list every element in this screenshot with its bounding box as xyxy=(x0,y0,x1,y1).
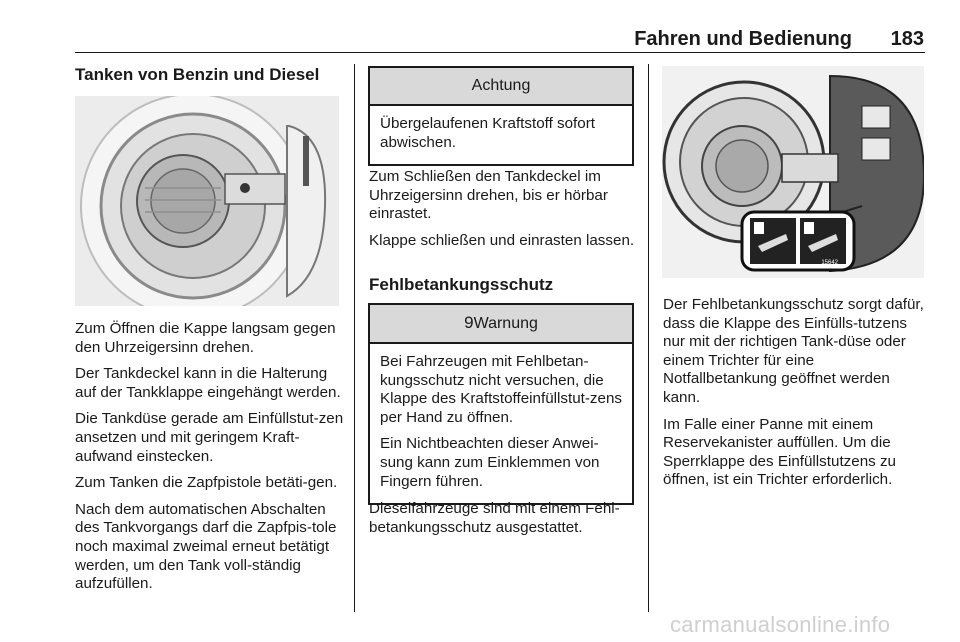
paragraph-close-cap: Zum Schließen den Tankdeckel im Uhrzeigersinn drehen, bis er hörbar einrastet. xyxy=(369,168,608,223)
warning-text-1: Bei Fahrzeugen mit Fehlbetan-kungsschutz nicht versuchen, die Klappe des Kraftstoffeinfüllstut-zens per Hand zu öffnen. xyxy=(380,353,623,426)
misfuel-device-illustration xyxy=(662,66,924,278)
page-header-title: Fahren und Bedienung xyxy=(634,28,852,50)
middle-column-closing xyxy=(369,500,641,545)
left-column-heading-wrap xyxy=(75,66,343,85)
warning-box xyxy=(368,303,634,505)
warning-header xyxy=(370,305,632,344)
right-column-body xyxy=(663,296,928,498)
paragraph-insert-nozzle: Die Tankdüse gerade am Einfüllstut-zen ansetzen und mit geringem Kraft-aufwand einstecken. xyxy=(75,410,344,465)
page-number: 183 xyxy=(890,28,924,50)
fuel-cap-photo xyxy=(75,96,339,306)
watermark: carmanualsonline.info xyxy=(670,612,891,637)
paragraph-misfuel-description: Der Fehlbetankungsschutz sorgt dafür, dass die Klappe des Einfülls-tutzens nur mit der richtigen Tank-düse oder einem Trichter für eine Notfallbetankung geöffnet werden kann. xyxy=(663,296,924,406)
header-rule xyxy=(75,52,925,53)
section-heading-refuelling: Tanken von Benzin und Diesel xyxy=(75,65,320,84)
misfuel-heading-wrap xyxy=(369,276,639,295)
warning-title: Warnung xyxy=(473,315,538,332)
fuel-cap-illustration xyxy=(75,96,339,306)
caution-text: Übergelaufenen Kraftstoff sofort abwischen. xyxy=(380,115,596,151)
middle-column-body xyxy=(369,168,639,258)
paragraph-cap-holder: Der Tankdeckel kann in die Halterung auf der Tankklappe eingehängt werden. xyxy=(75,365,341,401)
column-divider-right xyxy=(648,64,649,612)
section-heading-misfuel: Fehlbetankungsschutz xyxy=(369,275,554,294)
paragraph-open-cap: Zum Öffnen die Kappe langsam gegen den Uhrzeigersinn drehen. xyxy=(75,320,336,356)
paragraph-auto-shutoff: Nach dem automatischen Abschalten des Tankvorgangs darf die Zapfpis-tole noch maximal zweimal erneut betätigt werden, um den Tank voll-ständig aufzufüllen. xyxy=(75,500,337,593)
caution-box xyxy=(368,66,634,166)
column-divider-left xyxy=(354,64,355,612)
paragraph-breakdown-funnel: Im Falle einer Panne mit einem Reservekanister auffüllen. Um die Sperrklappe des Einfüllstutzens zu öffnen, ist ein Trichter erforderlich. xyxy=(663,415,897,489)
warning-icon: 9 xyxy=(464,313,474,332)
warning-text-2: Ein Nichtbeachten dieser Anwei-sung kann zum Einklemmen von Fingern führen. xyxy=(380,435,600,490)
paragraph-operate-nozzle: Zum Tanken die Zapfpistole betäti-gen. xyxy=(75,474,338,492)
left-column-body xyxy=(75,320,345,602)
figure-code: 15642 xyxy=(821,260,838,266)
paragraph-close-flap: Klappe schließen und einrasten lassen. xyxy=(369,231,635,249)
paragraph-diesel-misfuel: Dieselfahrzeuge sind mit einem Fehl-betankungsschutz ausgestattet. xyxy=(369,500,620,536)
caution-title: Achtung xyxy=(370,68,632,106)
misfuel-device-photo xyxy=(662,66,924,278)
